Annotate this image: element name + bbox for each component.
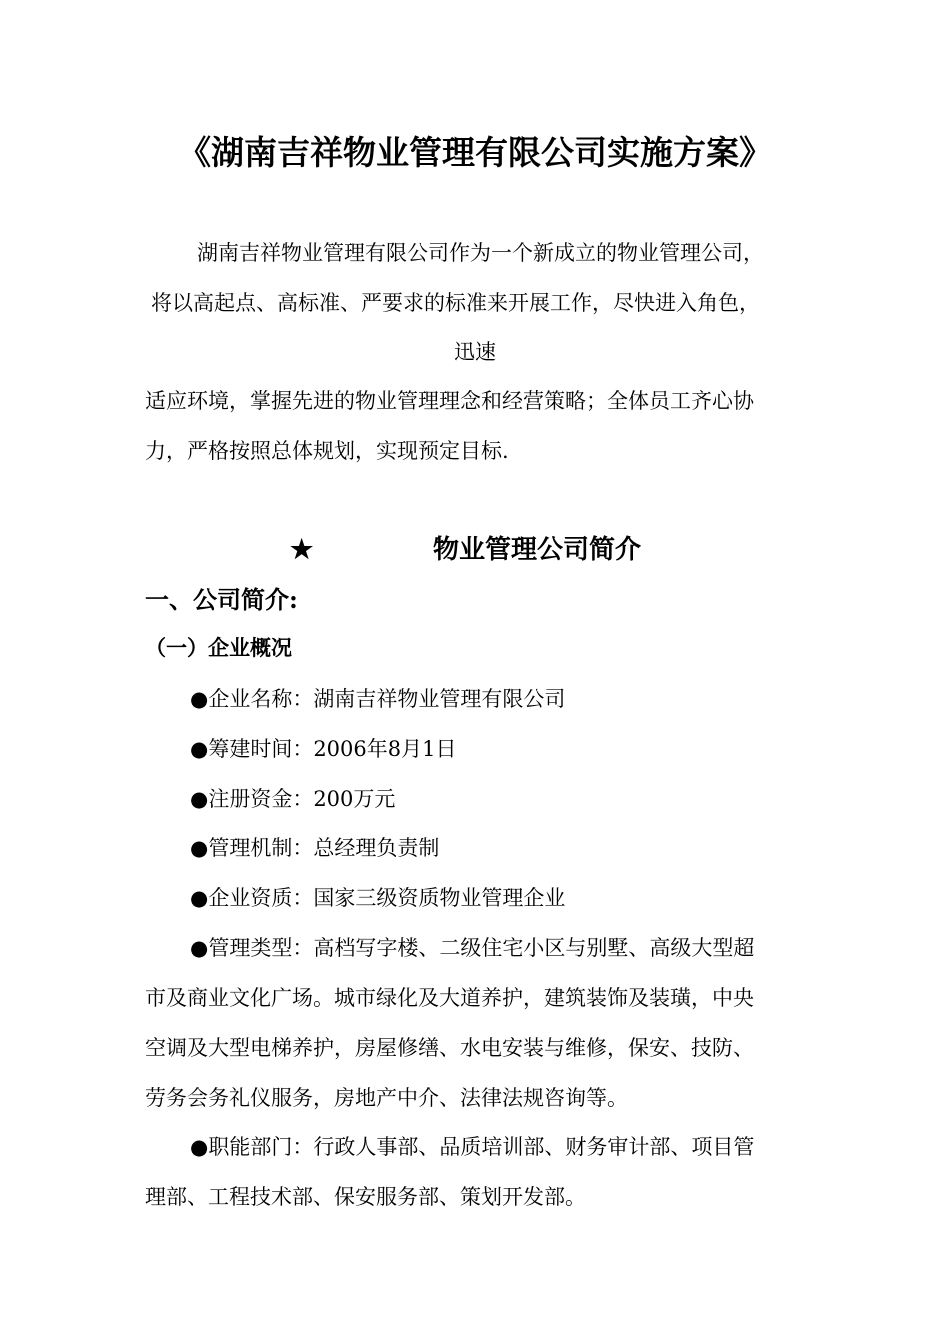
item-departments-line-1: ●职能部门：行政人事部、品质培训部、财务审计部、项目管 (190, 1135, 755, 1159)
item-qualification: ●企业资质：国家三级资质物业管理企业 (190, 886, 566, 910)
item-departments-line-2: 理部、工程技术部、保安服务部、策划开发部。 (145, 1185, 586, 1209)
item-management-type-line-2: 市及商业文化广场。城市绿化及大道养护，建筑装饰及装璜，中央 (145, 986, 754, 1010)
intro-line-1: 湖南吉祥物业管理有限公司作为一个新成立的物业管理公司， (197, 241, 764, 265)
item-founding-time: ●筹建时间：2006年8月1日 (190, 737, 457, 761)
heading-company-intro: 一、公司简介: (145, 585, 298, 614)
subheading-overview: （一）企业概况 (145, 635, 292, 660)
intro-line-2: 将以高起点、高标准、严要求的标准来开展工作，尽快进入角色， (151, 291, 760, 315)
intro-line-3: 迅速 (454, 340, 496, 364)
intro-line-5: 力，严格按照总体规划，实现预定目标. (145, 439, 509, 463)
item-management-mechanism: ●管理机制：总经理负责制 (190, 836, 440, 860)
item-management-type-line-1: ●管理类型：高档写字楼、二级住宅小区与别墅、高级大型超 (190, 936, 755, 960)
intro-line-4: 适应环境，掌握先进的物业管理理念和经营策略；全体员工齐心协 (145, 389, 754, 413)
section-star-icon: ★ (290, 535, 314, 565)
item-company-name: ●企业名称：湖南吉祥物业管理有限公司 (190, 687, 566, 711)
section-heading: 物业管理公司简介 (433, 535, 642, 565)
item-management-type-line-4: 劳务会务礼仪服务，房地产中介、法律法规咨询等。 (145, 1086, 628, 1110)
document-title: 《湖南吉祥物业管理有限公司实施方案》 (178, 133, 772, 172)
item-registered-capital: ●注册资金：200万元 (190, 787, 396, 811)
item-management-type-line-3: 空调及大型电梯养护，房屋修缮、水电安装与维修，保安、技防、 (145, 1036, 754, 1060)
